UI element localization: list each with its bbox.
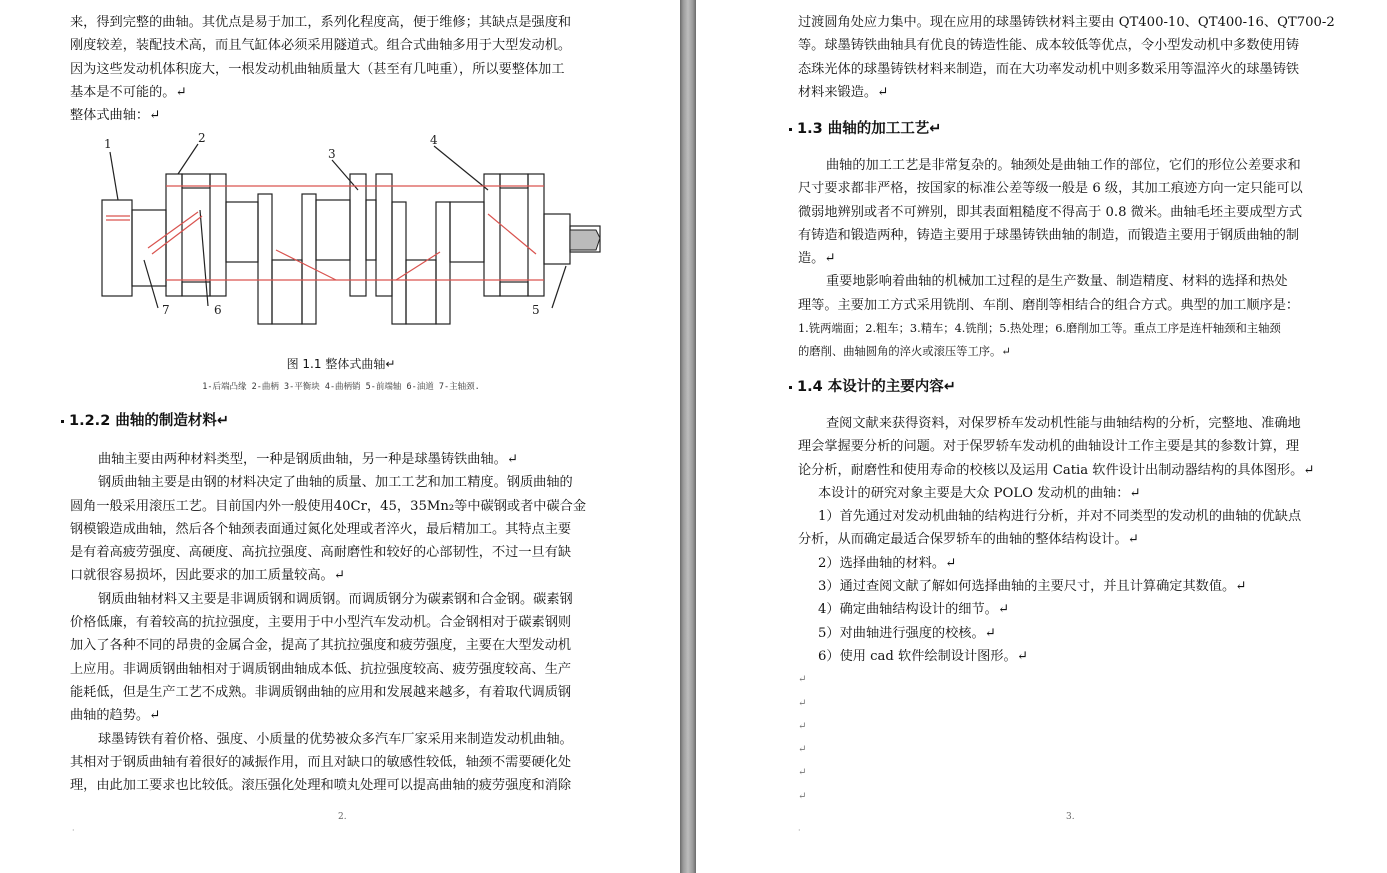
margin-mark: · [72,826,75,835]
text-line: 钢质曲轴材料又主要是非调质钢和调质钢。而调质钢分为碳素钢和合金钢。碳素钢 [98,591,573,607]
text-line: 来，得到完整的曲轴。其优点是易于加工，系列化程度高，便于维修；其缺点是强度和 [70,15,572,30]
figure-caption: 图 1.1 整体式曲轴↵ [286,357,396,371]
section-heading [70,406,229,436]
text-line: 理，由此加工要求也比较低。滚压强化处理和喷丸处理可以提高曲轴的疲劳强度和消除 [70,778,572,794]
text-line: 基本是不可能的。↵ [70,84,187,100]
figure-label-4: 4 [430,133,438,147]
text-line: 5）对曲轴进行强度的校核。↵ [818,625,996,641]
text-line: 1）首先通过对发动机曲轴的结构进行分析，并对不同类型的发动机的曲轴的优缺点 [818,509,1302,525]
text-line: 是有着高疲劳强度、高硬度、高抗拉强度、高耐磨性和较好的心部韧性，不过一旦有缺 [70,545,572,561]
figure-label-3: 3 [328,147,336,161]
text-line: 4）确定曲轴结构设计的细节。↵ [818,602,1009,618]
section-heading-text: 1.2.2 曲轴的制造材料↵ [69,413,229,429]
text-line: 圆角一般采用滚压工艺。目前国内外一般使用40Cr，45，35Mn₂等中碳钢或者中碳合金 [70,498,587,514]
text-line: 其相对于钢质曲轴有着很好的减振作用，而且对缺口的敏感性较低，轴颈不需要硬化处 [70,754,572,770]
text-line: 造。↵ [798,251,836,267]
text-line: 重要地影响着曲轴的机械加工过程的是生产数量、制造精度、材料的选择和热处 [826,274,1288,290]
text-line: 论分析，耐磨性和使用寿命的校核以及运用 Catia 软件设计出制动器结构的具体图形。↵ [798,462,1315,478]
text-line: 理会掌握要分析的问题。对于保罗轿车发动机的曲轴设计工作主要是其的参数计算，理 [798,439,1300,455]
document-page-left[interactable] [0,0,680,873]
empty-paragraph: ↵ [798,674,807,686]
figure-label-7: 7 [162,303,170,317]
left-intro-text [70,11,612,127]
crankshaft-diagram [96,130,616,330]
page-gap [680,0,696,873]
empty-paragraph: ↵ [798,720,807,732]
heading-bullet [789,128,792,131]
text-line: 本设计的研究对象主要是大众 POLO 发动机的曲轴：↵ [818,485,1141,501]
text-line: 能耗低，但是生产工艺不成熟。非调质钢曲轴的应用和发展越来越多，有着取代调质钢 [70,684,572,700]
right-intro-text [798,11,1338,104]
text-line: 3）通过查阅文献了解如何选择曲轴的主要尺寸，并且计算确定其数值。↵ [818,579,1247,595]
page-number: 3. [1066,812,1075,822]
text-line: 球墨铸铁有着价格、强度、小质量的优势被众多汽车厂家采用来制造发动机曲轴。 [98,731,573,747]
empty-paragraph: ↵ [798,790,807,802]
text-line: 刚度较差，装配技术高，而且气缸体必须采用隧道式。组合式曲轴多用于大型发动机。 [70,38,572,54]
figure-label-5: 5 [532,303,540,317]
section-heading-text: 1.3 曲轴的加工工艺↵ [797,121,942,137]
margin-mark: · [798,826,801,835]
text-line: 微弱地辨别或者不可辨别，即其表面粗糙度不得高于 0.8 微米。曲轴毛坯主要成型方式 [798,204,1303,220]
section-heading [798,372,956,402]
empty-paragraph: ↵ [798,767,807,779]
heading-bullet [789,386,792,389]
text-line: 价格低廉，有着较高的抗拉强度，主要用于中小型汽车发动机。合金钢相对于碳素钢则 [70,615,572,631]
left-body-text [70,448,612,797]
section-heading-text: 1.4 本设计的主要内容↵ [797,379,956,395]
figure-label-1: 1 [104,137,112,151]
section-heading [798,114,941,144]
text-line: 分析，从而确定最适合保罗轿车的曲轴的整体结构设计。↵ [798,532,1139,548]
text-line: 因为这些发动机体积庞大，一根发动机曲轴质量大（甚至有几吨重），所以要整体加工 [70,61,565,77]
text-line: 曲轴的趋势。↵ [70,708,161,724]
figure-legend: 1-后端凸缘 2-曲柄 3-平衡块 4-曲柄销 5-前端轴 6-油道 7-主轴颈. [202,382,480,392]
text-line: 有铸造和锻造两种，铸造主要用于球墨铸铁曲轴的制造，而锻造主要用于钢质曲轴的制 [798,227,1300,243]
text-line: 的磨削、曲轴圆角的淬火或滚压等工序。↵ [798,345,1011,359]
text-line: 等。球墨铸铁曲轴具有优良的铸造性能、成本较低等优点，令小型发动机中多数使用铸 [798,38,1300,54]
empty-paragraph: ↵ [798,744,807,756]
text-line: 材料来锻造。↵ [798,84,889,100]
text-line: 态珠光体的球墨铸铁材料来制造，而在大功率发动机中则多数采用等温淬火的球墨铸铁 [798,61,1300,77]
text-line: 口就很容易损坏，因此要求的加工质量较高。↵ [70,568,345,584]
empty-paragraph: ↵ [798,697,807,709]
figure-label-2: 2 [198,131,206,145]
document-page-right[interactable] [696,0,1387,873]
page-number: 2. [338,812,347,822]
text-line: 曲轴的加工工艺是非常复杂的。轴颈处是曲轴工作的部位，它们的形位公差要求和 [826,158,1301,173]
text-line: 加入了各种不同的昂贵的金属合金，提高了其抗拉强度和疲劳强度，主要在大型发动机 [70,638,572,654]
figure-label-6: 6 [214,303,222,317]
text-line: 钢质曲轴主要是由钢的材料决定了曲轴的质量、加工工艺和加工精度。钢质曲轴的 [98,475,573,491]
text-line: 2）选择曲轴的材料。↵ [818,555,957,571]
section-14-text [798,412,1338,808]
text-line: 理等。主要加工方式采用铣削、车削、磨削等相结合的组合方式。典型的加工顺序是： [798,297,1300,313]
section-13-text [798,154,1338,364]
text-line: 查阅文献来获得资料，对保罗桥车发动机性能与曲轴结构的分析，完整地、准确地 [826,416,1301,431]
text-line: 1.铣两端面；2.粗车；3.精车；4.铣削；5.热处理；6.磨削加工等。重点工序是连杆轴颈和主轴颈 [798,322,1281,336]
text-line: 尺寸要求都非严格，按国家的标准公差等级一般是 6 级，其加工痕迹方向一定只能可以 [798,181,1303,197]
text-line: 过渡圆角处应力集中。现在应用的球墨铸铁材料主要由 QT400-10、QT400-16、QT700-2 [798,15,1335,30]
text-line: 6）使用 cad 软件绘制设计图形。↵ [818,648,1028,664]
text-line: 上应用。非调质钢曲轴相对于调质钢曲轴成本低、抗拉强度较高、疲劳强度较高、生产 [70,661,572,677]
text-line: 钢模锻造成曲轴，然后各个轴颈表面通过氮化处理或者淬火，最后精加工。其特点主要 [70,521,572,537]
text-line: 曲轴主要由两种材料类型，一种是钢质曲轴，另一种是球墨铸铁曲轴。↵ [98,452,518,467]
text-line: 整体式曲轴：↵ [70,108,161,124]
heading-bullet [61,420,64,423]
